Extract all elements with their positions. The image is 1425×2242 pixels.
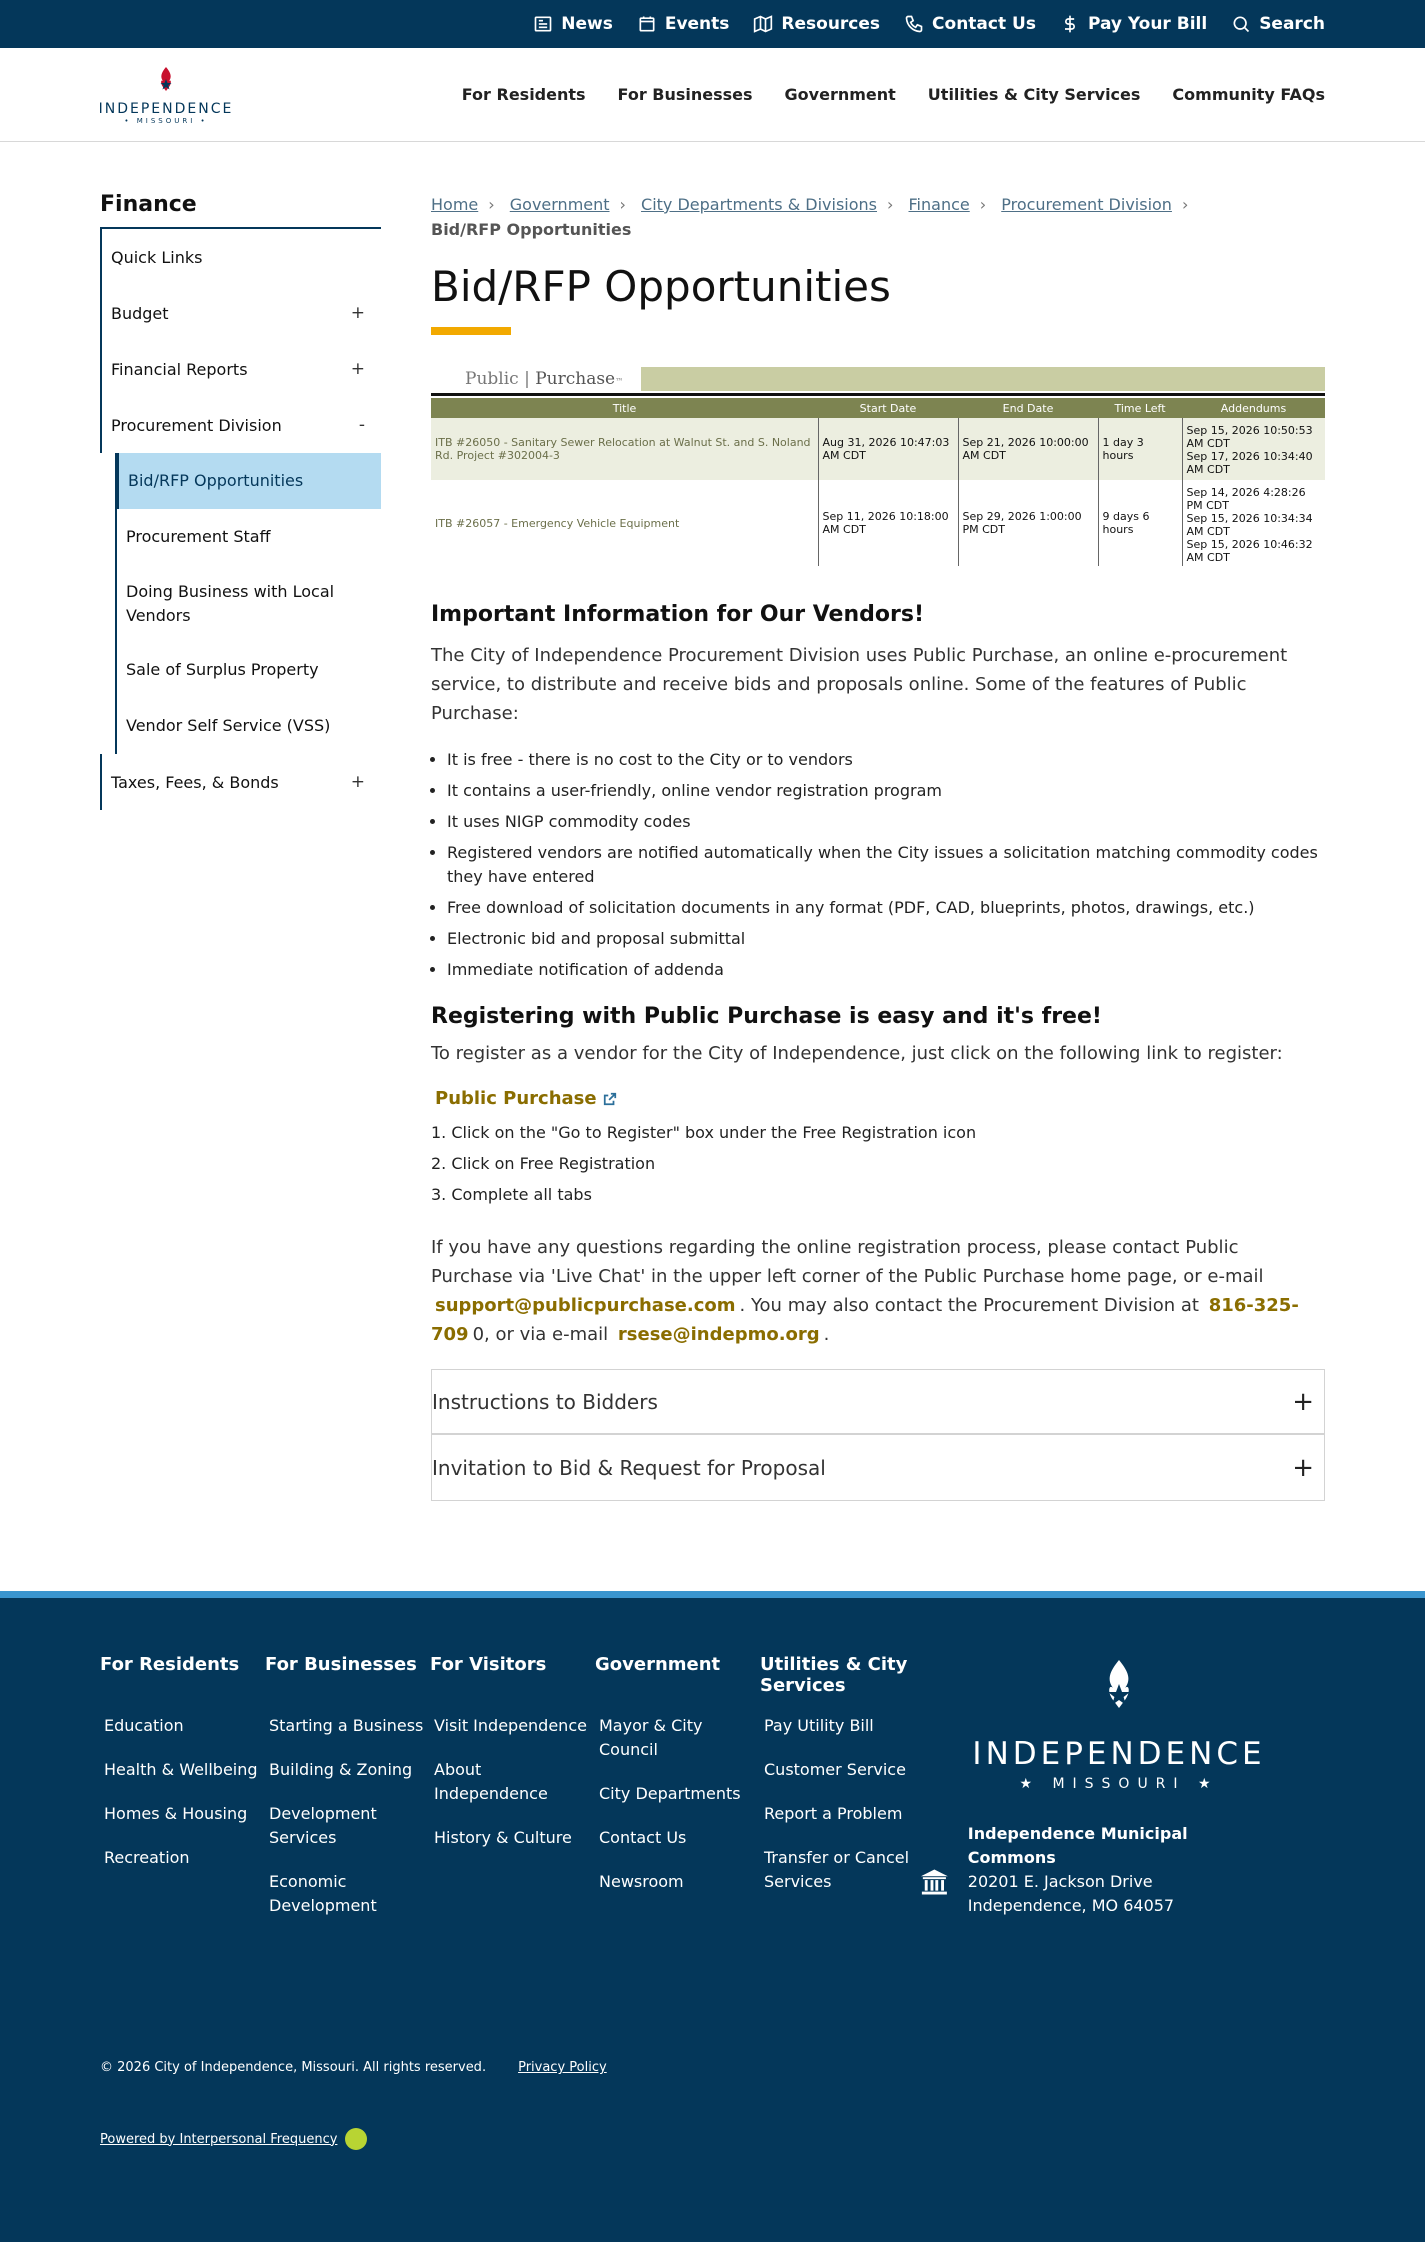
sidebar-subitem-bid-rfp[interactable]: Bid/RFP Opportunities xyxy=(115,453,381,509)
nav-for-residents[interactable]: For Residents xyxy=(461,85,586,104)
sidebar-item-label: Procurement Division xyxy=(111,415,282,435)
sidebar-subitem-surplus[interactable]: Sale of Surplus Property xyxy=(126,660,319,679)
footer-address xyxy=(919,1822,1269,1918)
utility-pay-bill-label: Pay Your Bill xyxy=(1087,14,1208,34)
addendum-link[interactable]: Sep 15, 2026 10:34:34 AM CDT xyxy=(1186,512,1313,538)
addendum-link[interactable]: Sep 15, 2026 10:46:32 AM CDT xyxy=(1186,538,1313,564)
plus-icon: + xyxy=(1292,1452,1314,1483)
feature-list xyxy=(431,748,1325,982)
list-item: 1. Click on the "Go to Register" box under the Free Registration icon xyxy=(431,1123,977,1142)
footer-col-residents xyxy=(100,1654,265,1918)
breadcrumb-current: Bid/RFP Opportunities xyxy=(431,220,632,239)
footer-link[interactable]: Customer Service xyxy=(764,1760,906,1779)
map-icon xyxy=(753,14,773,34)
footer-col-utilities xyxy=(760,1654,925,1918)
list-item: • It is free - there is no cost to the City or to vendors xyxy=(447,748,1325,772)
footer-link[interactable]: Homes & Housing xyxy=(104,1804,248,1823)
address-title: Independence Municipal Commons xyxy=(967,1824,1188,1867)
footer-link[interactable]: Building & Zoning xyxy=(269,1760,413,1779)
sidebar-subitem-local-vendors[interactable]: Doing Business with Local Vendors xyxy=(126,581,335,625)
main-content xyxy=(431,192,1325,1501)
table-row xyxy=(431,480,1325,566)
sidebar-item-label: Budget xyxy=(111,303,169,323)
footer-link[interactable]: About Independence xyxy=(434,1760,548,1803)
footer-link[interactable]: Education xyxy=(104,1716,184,1735)
bid-table-header xyxy=(431,398,1325,418)
address-line2: Independence, MO 64057 xyxy=(967,1896,1175,1915)
list-item: • Free download of solicitation documents in any format (PDF, CAD, blueprints, photos, drawings, etc.) xyxy=(447,896,1325,920)
external-link-icon xyxy=(603,1092,617,1106)
utility-bar xyxy=(0,0,1425,48)
pp-logo-tm: ™ xyxy=(615,377,624,386)
utility-search-label: Search xyxy=(1259,14,1325,34)
calendar-icon xyxy=(637,14,657,34)
chevron-right-icon: › xyxy=(979,195,987,214)
contact-text-d: . xyxy=(823,1324,830,1345)
privacy-policy-link[interactable]: Privacy Policy xyxy=(518,2060,607,2075)
support-email-link[interactable]: support@publicpurchase.com xyxy=(435,1295,736,1316)
sidebar-item-label: Quick Links xyxy=(111,247,203,267)
utility-events-label: Events xyxy=(664,14,730,34)
list-item: • Immediate notification of addenda xyxy=(447,958,1325,982)
bid-addendums xyxy=(1182,418,1325,480)
interpersonal-frequency-logo-icon xyxy=(345,2128,367,2150)
public-purchase-link[interactable] xyxy=(435,1088,617,1109)
footer-link[interactable]: Contact Us xyxy=(599,1828,687,1847)
sidebar-sublist xyxy=(115,453,381,754)
sidebar-title: Finance xyxy=(100,192,197,217)
list-item: 3. Complete all tabs xyxy=(431,1185,592,1204)
utility-resources[interactable] xyxy=(753,14,880,34)
footer-flame-logo-icon xyxy=(969,1654,1269,1726)
bid-table xyxy=(431,398,1325,566)
footer-heading: For Visitors xyxy=(430,1654,547,1675)
col-addendums: Addendums xyxy=(1182,398,1325,418)
phone-link[interactable]: 816-325-709 xyxy=(431,1295,1299,1345)
registration-steps xyxy=(431,1121,1325,1207)
site-logo[interactable] xyxy=(100,65,232,125)
footer-link[interactable]: Starting a Business xyxy=(269,1716,424,1735)
chevron-right-icon: › xyxy=(1181,195,1189,214)
sidebar-subitem-vss[interactable]: Vendor Self Service (VSS) xyxy=(126,716,331,735)
bid-end: Sep 29, 2026 1:00:00 PM CDT xyxy=(958,480,1098,566)
footer-link[interactable]: Health & Wellbeing xyxy=(104,1760,258,1779)
footer-link[interactable]: Mayor & City Council xyxy=(599,1716,703,1759)
main-nav xyxy=(462,85,1325,104)
page-title: Bid/RFP Opportunities xyxy=(431,262,891,311)
bid-title-link[interactable]: ITB #26057 - Emergency Vehicle Equipment xyxy=(431,480,818,566)
footer-link[interactable]: Economic Development xyxy=(269,1872,377,1915)
footer-link[interactable]: Report a Problem xyxy=(764,1804,903,1823)
footer-link[interactable]: History & Culture xyxy=(434,1828,572,1847)
logo-name: INDEPENDENCE xyxy=(98,100,234,117)
utility-events[interactable] xyxy=(637,14,730,34)
bid-start: Aug 31, 2026 10:47:03 AM CDT xyxy=(818,418,958,480)
bid-time-left: 9 days 6 hours xyxy=(1098,480,1182,566)
addendum-link[interactable]: Sep 17, 2026 10:34:40 AM CDT xyxy=(1186,450,1313,476)
breadcrumb-finance[interactable]: Finance xyxy=(908,195,970,214)
bid-start: Sep 11, 2026 10:18:00 AM CDT xyxy=(818,480,958,566)
phone-icon xyxy=(904,14,924,34)
footer-link[interactable]: Development Services xyxy=(269,1804,377,1847)
col-end-date: End Date xyxy=(958,398,1098,418)
pp-logo-right: Purchase xyxy=(535,369,616,389)
list-item: • It uses NIGP commodity codes xyxy=(447,810,1325,834)
copyright: © 2026 City of Independence, Missouri. All rights reserved. xyxy=(100,2060,487,2075)
vendors-intro: The City of Independence Procurement Division uses Public Purchase, an online e-procurement service, to distribute and receive bids and proposals online. Some of the features of Public Purchase: xyxy=(431,645,1288,724)
powered-by-label: Powered by Interpersonal Frequency xyxy=(100,2131,338,2147)
sidebar-item-quick-links[interactable] xyxy=(100,229,381,285)
public-purchase-link-label: Public Purchase xyxy=(435,1088,597,1109)
collapse-toggle[interactable]: - xyxy=(358,415,365,435)
utility-contact[interactable] xyxy=(904,14,1036,34)
col-title: Title xyxy=(431,398,818,418)
footer-brand xyxy=(969,1654,1269,1918)
accordion-label: Instructions to Bidders xyxy=(432,1389,658,1414)
register-heading: Registering with Public Purchase is easy and it's free! xyxy=(431,1004,1102,1029)
footer-link[interactable]: Newsroom xyxy=(599,1872,684,1891)
list-item: • Electronic bid and proposal submittal xyxy=(447,927,1325,951)
footer-bottom xyxy=(100,2060,607,2075)
utility-contact-label: Contact Us xyxy=(932,14,1036,34)
col-time-left: Time Left xyxy=(1098,398,1182,418)
accordion-invitation[interactable] xyxy=(432,1435,1324,1500)
list-item: • It contains a user-friendly, online vendor registration program xyxy=(447,779,1325,803)
utility-resources-label: Resources xyxy=(781,14,881,34)
page-content xyxy=(0,192,1425,1501)
sidebar-item-label: Taxes, Fees, & Bonds xyxy=(111,772,279,792)
list-item: 2. Click on Free Registration xyxy=(431,1154,656,1173)
plus-icon: + xyxy=(1292,1386,1314,1417)
sidebar-item-procurement-division[interactable] xyxy=(100,397,381,453)
sidebar-list xyxy=(100,227,381,810)
breadcrumb-government[interactable]: Government xyxy=(509,195,610,214)
sidebar-subitem-procurement-staff[interactable]: Procurement Staff xyxy=(126,527,271,546)
title-underline xyxy=(431,327,511,335)
expand-toggle[interactable]: + xyxy=(350,359,365,379)
pp-header-band xyxy=(431,367,1325,391)
flame-logo-icon xyxy=(1097,1654,1141,1726)
chevron-right-icon: › xyxy=(488,195,495,214)
public-purchase-widget xyxy=(431,367,1325,566)
search-icon xyxy=(1231,14,1251,34)
list-item: • Registered vendors are notified automatically when the City issues a solicitation matching commodity codes they have entered xyxy=(447,841,1325,889)
utility-search[interactable] xyxy=(1231,14,1325,34)
chevron-right-icon: › xyxy=(619,195,626,214)
bid-addendums xyxy=(1182,480,1325,566)
breadcrumb-departments[interactable]: City Departments & Divisions xyxy=(641,195,878,214)
address-text xyxy=(968,1822,1269,1918)
footer-col-government xyxy=(595,1654,760,1918)
footer-heading: For Businesses xyxy=(265,1654,417,1675)
addendum-link[interactable]: Sep 15, 2026 10:50:53 AM CDT xyxy=(1186,424,1313,450)
sidebar-item-financial-reports[interactable] xyxy=(100,341,381,397)
logo-sub: • MISSOURI • xyxy=(124,116,208,125)
nav-for-businesses[interactable]: For Businesses xyxy=(617,85,753,104)
sidebar-item-budget[interactable] xyxy=(100,285,381,341)
register-intro: To register as a vendor for the City of Independence, just click on the following link to register: xyxy=(431,1043,1283,1064)
addendum-link[interactable]: Sep 14, 2026 4:28:26 PM CDT xyxy=(1186,486,1306,512)
sidebar xyxy=(100,192,381,1501)
site-footer xyxy=(0,1591,1425,2242)
table-row xyxy=(431,418,1325,480)
breadcrumb-home[interactable]: Home xyxy=(431,195,479,214)
nav-community-faqs[interactable]: Community FAQs xyxy=(1172,85,1325,104)
main-header xyxy=(0,48,1425,142)
footer-col-businesses xyxy=(265,1654,430,1918)
rsese-email-link[interactable]: rsese@indepmo.org xyxy=(617,1324,820,1345)
utility-news[interactable] xyxy=(533,14,613,34)
col-start-date: Start Date xyxy=(818,398,958,418)
footer-heading: Government xyxy=(595,1654,721,1675)
building-icon xyxy=(919,1866,950,1898)
accordion-instructions[interactable] xyxy=(432,1370,1324,1435)
contact-text-b: . You may also contact the Procurement Division at xyxy=(739,1295,1199,1316)
chevron-right-icon: › xyxy=(887,195,894,214)
breadcrumb-procurement[interactable]: Procurement Division xyxy=(1001,195,1172,214)
footer-link[interactable]: City Departments xyxy=(599,1784,741,1803)
accordion xyxy=(431,1369,1325,1501)
address-line1: 20201 E. Jackson Drive xyxy=(967,1872,1153,1891)
pp-divider xyxy=(431,393,1325,396)
footer-link[interactable]: Visit Independence xyxy=(434,1716,587,1735)
contact-text-c: 0, or via e-mail xyxy=(472,1324,609,1345)
utility-pay-bill[interactable] xyxy=(1060,14,1207,34)
footer-heading: Utilities & City Services xyxy=(760,1654,908,1696)
contact-paragraph xyxy=(431,1233,1325,1349)
breadcrumb xyxy=(431,192,1325,242)
footer-brand-sub: ★ MISSOURI ★ xyxy=(1019,1776,1219,1792)
dollar-icon xyxy=(1060,14,1080,34)
footer-heading: For Residents xyxy=(100,1654,240,1675)
bid-time-left: 1 day 3 hours xyxy=(1098,418,1182,480)
public-purchase-logo: Public | Purchase™ xyxy=(431,367,641,391)
pp-logo-left: Public xyxy=(465,369,519,389)
footer-brand-name: INDEPENDENCE xyxy=(972,1736,1266,1772)
expand-toggle[interactable]: + xyxy=(350,303,365,323)
nav-utilities[interactable]: Utilities & City Services xyxy=(927,85,1141,104)
newspaper-icon xyxy=(533,14,553,34)
footer-link[interactable]: Pay Utility Bill xyxy=(764,1716,874,1735)
nav-government[interactable]: Government xyxy=(784,85,896,104)
footer-col-visitors xyxy=(430,1654,595,1918)
expand-toggle[interactable]: + xyxy=(350,772,365,792)
footer-link[interactable]: Recreation xyxy=(104,1848,190,1867)
utility-news-label: News xyxy=(561,14,613,34)
accordion-label: Invitation to Bid & Request for Proposal xyxy=(432,1455,826,1480)
flame-logo-icon xyxy=(155,65,177,99)
contact-text-a: If you have any questions regarding the online registration process, please contact Public Purchase via 'Live Chat' in the upper left corner of the Public Purchase home page, or e-mail xyxy=(431,1237,1264,1287)
bid-title-link[interactable]: ITB #26050 - Sanitary Sewer Relocation at Walnut St. and S. Noland Rd. Project #302004-3 xyxy=(431,418,818,480)
sidebar-item-label: Financial Reports xyxy=(111,359,248,379)
sidebar-item-taxes[interactable] xyxy=(100,754,381,810)
bid-end: Sep 21, 2026 10:00:00 AM CDT xyxy=(958,418,1098,480)
footer-columns xyxy=(100,1654,1325,1918)
footer-link[interactable]: Transfer or Cancel Services xyxy=(764,1848,910,1891)
vendors-heading: Important Information for Our Vendors! xyxy=(431,602,924,627)
powered-by-link[interactable] xyxy=(100,2128,367,2150)
